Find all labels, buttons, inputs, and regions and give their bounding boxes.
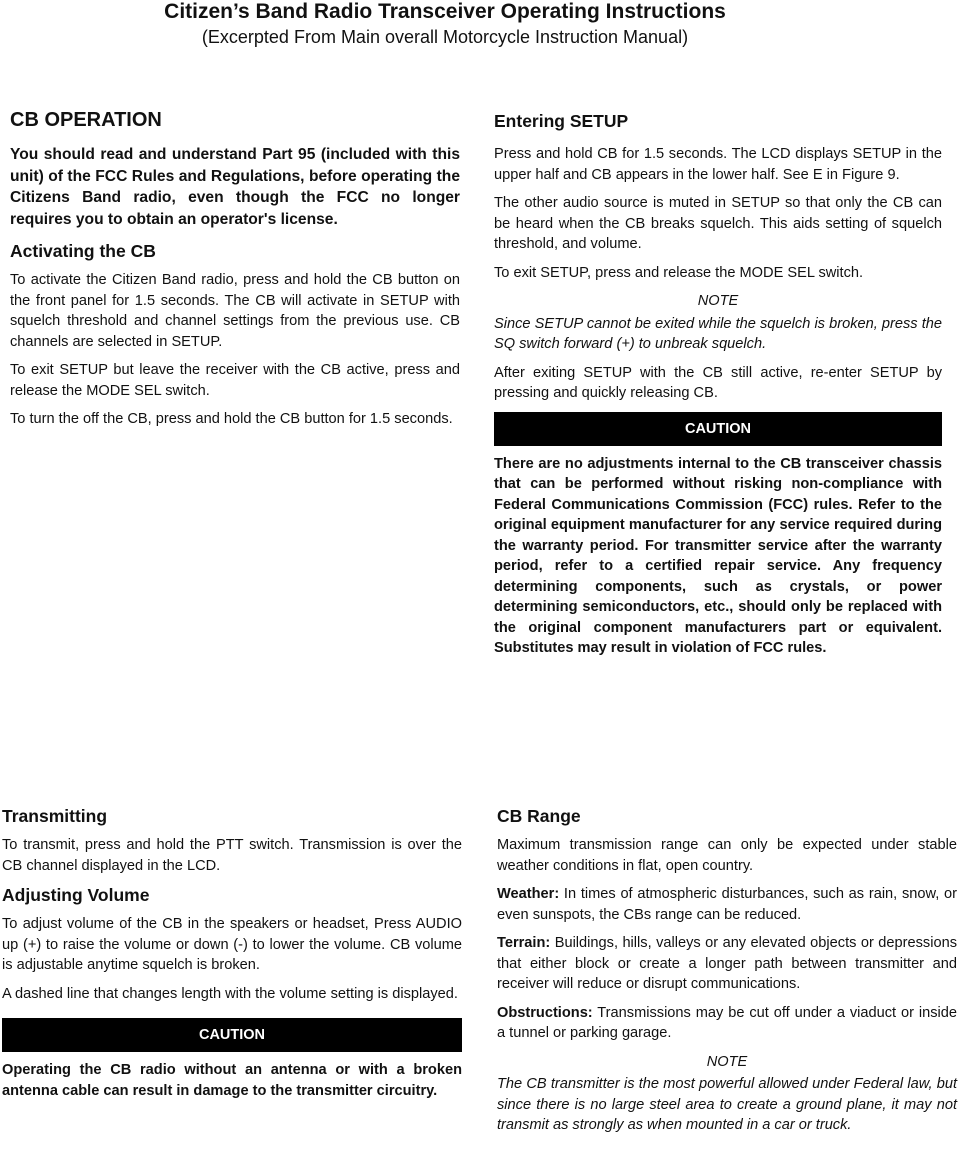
activating-cb-paragraph-1: To activate the Citizen Band radio, press and hold the CB button on the front panel for 1.5 seconds. The CB will activate in SETUP with squelch threshold and channel settings from the previous use. CB channels are selected in SETUP. xyxy=(10,272,460,350)
entering-setup-note-text: Since SETUP cannot be exited while the squelch is broken, press the SQ switch forward (+) to unbreak squelch. xyxy=(494,315,942,352)
entering-setup-paragraph-1: Press and hold CB for 1.5 seconds. The LCD displays SETUP in the upper half and CB appears in the lower half. See E in Figure 9. xyxy=(494,146,942,183)
obstructions-paragraph xyxy=(497,1003,957,1044)
adjusting-volume-paragraph-2: A dashed line that changes length with the volume setting is displayed. xyxy=(2,985,458,1002)
terrain-text: Buildings, hills, valleys or any elevated objects or depressions that either block or create a longer path between transmitter and receiver will reduce or disrupt communications. xyxy=(497,935,957,992)
document-header xyxy=(0,0,890,48)
document-title: Citizen’s Band Radio Transceiver Operating Instructions xyxy=(164,0,726,23)
cb-range-paragraph: Maximum transmission range can only be expected under stable weather conditions in flat, open country. xyxy=(497,837,957,874)
entering-setup-heading: Entering SETUP xyxy=(494,111,629,131)
obstructions-label: Obstructions: xyxy=(497,1004,593,1021)
entering-setup-note-label: NOTE xyxy=(697,293,739,309)
cb-range-note-text: The CB transmitter is the most powerful allowed under Federal law, but since there is no large steel area to create a ground plane, it may not transmit as strongly as when mounted in a car or truck. xyxy=(497,1076,957,1133)
weather-label: Weather: xyxy=(497,886,560,902)
transmitting-paragraph: To transmit, press and hold the PTT switch. Transmission is over the CB channel displayed in the LCD. xyxy=(2,837,462,874)
entering-setup-paragraph-3: To exit SETUP, press and release the MODE SEL switch. xyxy=(494,264,864,281)
cb-range-heading: CB Range xyxy=(497,806,581,826)
adjusting-volume-paragraph-1: To adjust volume of the CB in the speakers or headset, Press AUDIO up (+) to raise the volume or down (-) to lower the volume. CB volume is adjustable anytime squelch is broken. xyxy=(2,916,462,973)
activating-cb-paragraph-3: To turn the off the CB, press and hold the CB button for 1.5 seconds. xyxy=(10,411,453,427)
caution-text: There are no adjustments internal to the CB transceiver chassis that can be performed without risking non-compliance with Federal Communications Commission (FCC) rules. Refer to the original equipment manufacturer for any service required during the warranty period. For transmitter service after the warranty period, refer to a certified repair service. Any frequency determining components, such as crystals, or power determining semiconductors, etc., should only be replaced with the original component manufacturers part or equivalent. Substitutes may result in violation of FCC rules. xyxy=(494,455,942,656)
cb-range-section xyxy=(497,805,957,1144)
caution-banner: CAUTION xyxy=(2,1018,462,1052)
transmitting-heading: Transmitting xyxy=(2,806,108,826)
weather-text: In times of atmospheric disturbances, such as rain, snow, or even sunspots, the CBs range can be reduced. xyxy=(497,886,957,923)
document-subtitle: (Excerpted From Main overall Motorcycle Instruction Manual) xyxy=(201,27,689,47)
terrain-paragraph xyxy=(497,933,957,995)
obstructions-text: Transmissions may be cut off under a viaduct or inside a tunnel or parking garage. xyxy=(497,1004,957,1041)
transmitting-section xyxy=(2,805,462,1109)
caution-banner: CAUTION xyxy=(494,412,942,446)
cb-operation-intro: You should read and understand Part 95 (included with this unit) of the FCC Rules and Regulations, before operating the Citizens Band radio, even though the FCC no longer requires you to obtain an operator's license. xyxy=(10,146,460,228)
caution-text: Operating the CB radio without an antenna or with a broken antenna cable can result in damage to the transmitter circuitry. xyxy=(2,1062,462,1099)
adjusting-volume-heading: Adjusting Volume xyxy=(2,885,150,905)
entering-setup-section xyxy=(494,110,942,667)
cb-range-note-label: NOTE xyxy=(706,1053,748,1070)
activating-cb-heading: Activating the CB xyxy=(10,241,156,261)
cb-operation-section xyxy=(10,108,460,438)
activating-cb-paragraph-2: To exit SETUP but leave the receiver with the CB active, press and release the MODE SEL switch. xyxy=(10,362,460,399)
weather-paragraph xyxy=(497,884,957,925)
entering-setup-paragraph-2: The other audio source is muted in SETUP so that only the CB can be heard when the CB breaks squelch. This aids setting of squelch threshold, and volume. xyxy=(494,195,942,252)
entering-setup-paragraph-4: After exiting SETUP with the CB still active, re-enter SETUP by pressing and quickly releasing CB. xyxy=(494,364,942,401)
terrain-label: Terrain: xyxy=(497,935,551,951)
cb-operation-title: CB OPERATION xyxy=(10,109,162,131)
